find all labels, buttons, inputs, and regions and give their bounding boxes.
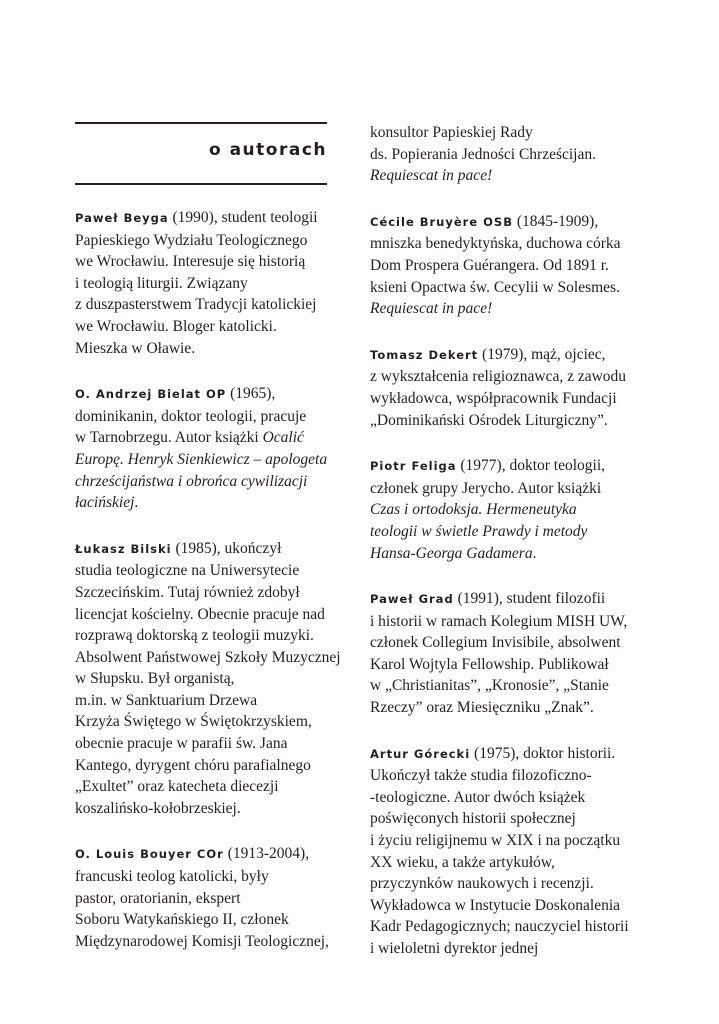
bio-text: pastor, oratorianin, ekspert	[75, 889, 241, 907]
text-line	[370, 233, 640, 255]
bio-text: (1990), student teologii	[168, 209, 318, 226]
text-line	[370, 611, 640, 633]
text-line	[75, 776, 345, 798]
author-entry	[75, 207, 345, 359]
italic-text: Requiescat in pace!	[370, 300, 493, 318]
text-line	[75, 316, 345, 338]
bio-text: poświęconych historii społecznej	[370, 810, 576, 828]
left-column	[75, 207, 345, 976]
text-line	[75, 560, 345, 582]
author-name: O. Andrzej Bielat OP	[75, 387, 227, 402]
text-line	[370, 632, 640, 654]
bio-text: rozprawą doktorską z teologii muzyki.	[75, 627, 314, 645]
text-line	[370, 697, 640, 719]
text-line	[370, 895, 640, 917]
bio-text: obecnie pracuje w parafii św. Jana	[75, 735, 288, 753]
bio-text: Karol Wojtyla Fellowship. Publikował	[370, 655, 609, 673]
author-name: Paweł Grad	[370, 592, 454, 607]
author-entry	[370, 211, 640, 320]
text-line	[370, 277, 640, 299]
text-line	[75, 625, 345, 647]
author-entry	[75, 843, 345, 952]
text-line	[75, 798, 345, 820]
text-line	[75, 733, 345, 755]
bio-text: wykładowca, współpracownik Fundacji	[370, 389, 617, 407]
text-line	[370, 743, 640, 766]
text-line	[370, 852, 640, 874]
author-name: Paweł Beyga	[75, 211, 169, 225]
bio-text: w Słupsku. Był organistą,	[75, 670, 235, 688]
text-line	[370, 808, 640, 830]
text-line	[75, 449, 345, 471]
text-line	[75, 690, 345, 712]
text-line	[75, 427, 345, 449]
bio-text: (1965),	[226, 385, 276, 403]
text-line	[370, 165, 640, 187]
bio-text: Kantego, dyrygent chóru parafialnego	[75, 756, 311, 774]
bio-text: „Exultet” oraz katecheta diecezji	[75, 778, 279, 796]
bio-text: .	[134, 494, 139, 512]
text-line	[75, 492, 345, 514]
text-line	[370, 122, 640, 144]
bio-text: Rzeczy” oraz Miesięczniku „Znak”.	[370, 699, 594, 717]
author-name: Piotr Feliga	[370, 459, 457, 474]
author-name: Artur Górecki	[370, 746, 471, 761]
text-line	[370, 830, 640, 852]
text-line	[75, 755, 345, 777]
bio-text: (1979), mąż, ojciec,	[478, 345, 606, 363]
author-name: Łukasz Bilski	[75, 541, 172, 556]
text-line	[75, 538, 345, 561]
text-line	[370, 211, 640, 234]
text-line	[75, 843, 345, 866]
bio-text: i teologią liturgii. Związany	[75, 274, 248, 292]
bio-text: (1913-2004),	[223, 845, 310, 863]
bio-text: z duszpasterstwem Tradycji katolickiej	[75, 296, 317, 314]
bio-text: Wykładowca w Instytucie Doskonalenia	[370, 896, 621, 914]
text-line	[370, 938, 640, 960]
text-line	[75, 383, 345, 406]
text-line	[370, 675, 640, 697]
author-entry	[370, 743, 640, 960]
author-name: O. Louis Bouyer COr	[75, 847, 224, 862]
italic-text: łacińskiej	[75, 494, 135, 512]
text-line	[370, 654, 640, 676]
text-line	[75, 931, 345, 953]
bio-text: (1985), ukończył	[171, 539, 282, 557]
italic-text: Hansa-Georga Gadamera	[370, 544, 533, 562]
author-entry	[75, 538, 345, 820]
bio-text: francuski teolog katolicki, były	[75, 868, 269, 886]
bio-text: ksieni Opactwa św. Cecylii w Solesmes.	[370, 278, 620, 296]
text-line	[75, 471, 345, 493]
text-line	[75, 647, 345, 669]
bio-text: członek grupy Jerycho. Autor książki	[370, 479, 602, 497]
bio-text: Absolwent Państwowej Szkoły Muzycznej	[75, 648, 341, 666]
heading-bottom-rule	[75, 183, 327, 185]
text-line	[370, 366, 640, 388]
italic-text: Europę. Henryk Sienkiewicz – apologeta	[75, 450, 328, 468]
bio-text: „Dominikański Ośrodek Liturgiczny”.	[370, 411, 608, 429]
text-line	[75, 604, 345, 626]
bio-text: Ukończył także studia filozoficzno-	[370, 767, 592, 785]
bio-text: -teologiczne. Autor dwóch książek	[370, 788, 586, 806]
bio-text: (1975), doktor historii.	[470, 744, 616, 762]
bio-text: i historii w ramach Kolegium MISH UW,	[370, 612, 628, 630]
text-line	[370, 410, 640, 432]
bio-text: koszalińsko-kołobrzeskiej.	[75, 799, 241, 817]
text-line	[75, 866, 345, 888]
text-line	[370, 388, 640, 410]
bio-text: licencjat kościelny. Obecnie pracuje nad	[75, 605, 325, 623]
text-line	[75, 294, 345, 316]
italic-text: chrześcijaństwa i obrońca cywilizacji	[75, 472, 308, 490]
text-line	[370, 765, 640, 787]
text-line	[75, 582, 345, 604]
italic-text: Ocalić	[262, 429, 304, 447]
bio-text: w Tarnobrzegu. Autor książki	[75, 429, 263, 447]
author-name: Cécile Bruyère OSB	[370, 214, 513, 229]
author-entry	[75, 383, 345, 514]
text-line	[370, 499, 640, 521]
bio-text: Soboru Watykańskiego II, członek	[75, 911, 289, 929]
text-line	[370, 543, 640, 565]
text-line	[370, 873, 640, 895]
bio-text: ds. Popierania Jedności Chrześcijan.	[370, 145, 596, 163]
bio-text: Mieszka w Oławie.	[75, 339, 196, 357]
bio-text: Papieskiego Wydziału Teologicznego	[75, 231, 308, 249]
bio-text: we Wrocławiu. Bloger katolicki.	[75, 317, 277, 335]
text-line	[370, 588, 640, 611]
text-line	[75, 711, 345, 733]
text-line	[370, 144, 640, 166]
bio-text: przyczynków naukowych i recenzji.	[370, 875, 594, 893]
author-entry	[370, 588, 640, 719]
text-line	[75, 230, 345, 252]
bio-text: i wieloletni dyrektor jednej	[370, 940, 539, 957]
bio-text: i życiu religijnemu w XIX i na początku	[370, 832, 621, 850]
bio-text: .	[532, 544, 537, 562]
bio-text: XX wieku, a także artykułów,	[370, 853, 555, 871]
text-line	[370, 478, 640, 500]
italic-text: Czas i ortodoksja. Hermeneutyka	[370, 501, 577, 519]
bio-text: m.in. w Sanktuarium Drzewa	[75, 691, 258, 709]
text-line	[370, 298, 640, 320]
author-entry	[370, 344, 640, 431]
bio-text: Krzyża Świętego w Świętokrzyskiem,	[75, 713, 312, 731]
text-line	[75, 888, 345, 910]
text-line	[75, 338, 345, 360]
bio-text: mniszka benedyktyńska, duchowa córka	[370, 235, 621, 253]
text-line	[370, 916, 640, 938]
heading-top-rule	[75, 122, 327, 124]
text-line	[75, 909, 345, 931]
bio-text: (1845-1909),	[512, 212, 599, 230]
author-name: Tomasz Dekert	[370, 347, 479, 362]
bio-text: Szczecińskim. Tutaj również zdobył	[75, 583, 300, 601]
bio-text: z wykształcenia religioznawca, z zawodu	[370, 368, 627, 386]
text-line	[75, 406, 345, 428]
bio-text: studia teologiczne na Uniwersytecie	[75, 562, 300, 580]
bio-text: konsultor Papieskiej Rady	[370, 124, 533, 141]
italic-text: Requiescat in pace!	[370, 167, 493, 185]
text-line	[75, 668, 345, 690]
bio-text: we Wrocławiu. Interesuje się historią	[75, 253, 306, 271]
bio-text: członek Collegium Invisibile, absolwent	[370, 634, 621, 652]
author-entry	[370, 122, 640, 187]
author-entry	[370, 455, 640, 564]
bio-text: w „Christianitas”, „Kronosie”, „Stanie	[370, 677, 609, 695]
bio-text: Dom Prospera Guérangera. Od 1891 r.	[370, 256, 609, 274]
section-heading: o autorach	[208, 140, 327, 160]
text-line	[370, 344, 640, 367]
text-line	[75, 273, 345, 295]
bio-text: dominikanin, doktor teologii, pracuje	[75, 407, 307, 425]
text-line	[370, 455, 640, 478]
text-line	[370, 255, 640, 277]
bio-text: Kadr Pedagogicznych; nauczyciel historii	[370, 918, 629, 936]
text-line	[75, 207, 345, 230]
text-line	[370, 787, 640, 809]
bio-text: (1991), student filozofii	[453, 590, 606, 608]
text-line	[370, 521, 640, 543]
right-column	[370, 122, 640, 984]
text-line	[75, 251, 345, 273]
italic-text: teologii w świetle Prawdy i metody	[370, 522, 588, 540]
bio-text: (1977), doktor teologii,	[456, 457, 606, 475]
bio-text: Międzynarodowej Komisji Teologicznej,	[75, 932, 329, 950]
